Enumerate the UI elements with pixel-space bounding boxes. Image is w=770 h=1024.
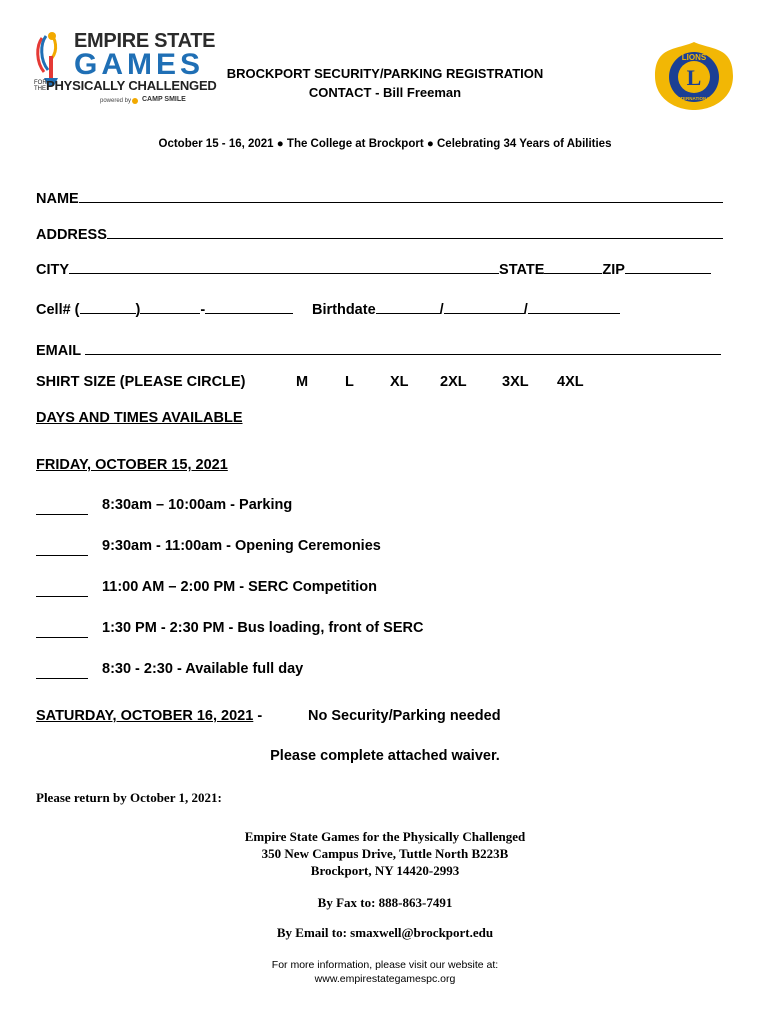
lions-top-text: LIONS [681,53,707,62]
address-field[interactable] [36,224,723,243]
address-label: ADDRESS [36,227,107,243]
slot-1-checkbox[interactable] [36,513,88,515]
slot-2-label: 9:30am - 11:00am - Opening Ceremonies [102,538,381,554]
cell-paren: ) [135,302,141,318]
footer-website[interactable]: www.empirestategamespc.org [314,973,456,985]
address-org: Empire State Games for the Physically Challenged [244,829,526,844]
slot-3-checkbox[interactable] [36,595,88,597]
sun-icon [130,96,140,106]
email-to-line: By Email to: smaxwell@brockport.edu [276,925,494,940]
city-label: CITY [36,262,70,278]
city-state-zip-row [36,259,711,278]
return-by: Please return by October 1, 2021: [36,790,222,805]
esg-logo-sponsor: CAMP SMILE [142,96,186,103]
page-title: BROCKPORT SECURITY/PARKING REGISTRATION [226,66,544,81]
slot-1-label: 8:30am – 10:00am - Parking [102,497,293,513]
cell-number-line[interactable] [205,299,293,314]
slot-3-label: 11:00 AM – 2:00 PM - SERC Competition [102,579,378,595]
cell-area-line[interactable] [80,299,136,314]
email-label: EMAIL [36,343,81,359]
shirt-size-m[interactable]: M [296,374,309,390]
saturday-dash: - [253,708,263,724]
lions-bottom-text: INTERNATIONAL [675,96,713,101]
state-line[interactable] [544,259,602,274]
state-label: STATE [499,262,545,278]
address-street: 350 New Campus Drive, Tuttle North B223B [261,846,509,861]
esg-logo-powered-by: powered by [100,98,132,104]
saturday-note: No Security/Parking needed [308,708,501,724]
name-field[interactable] [36,188,723,207]
shirt-size-label: SHIRT SIZE (PLEASE CIRCLE) [36,374,246,390]
zip-line[interactable] [625,259,711,274]
cell-label: Cell# ( [36,302,80,318]
cell-dash: - [200,302,206,318]
email-line[interactable] [85,340,721,355]
esg-logo-line1: EMPIRE STATE [74,30,216,52]
header [205,64,565,102]
birthdate-slash-1: / [439,302,444,318]
address-city: Brockport, NY 14420-2993 [310,863,460,878]
slot-2-checkbox[interactable] [36,554,88,556]
footer [0,958,770,986]
slot-5-checkbox[interactable] [36,677,88,679]
birthdate-day-line[interactable] [444,299,524,314]
shirt-size-l[interactable]: L [345,374,354,390]
shirt-size-2xl[interactable]: 2XL [440,374,467,390]
slot-4-label: 1:30 PM - 2:30 PM - Bus loading, front of SERC [102,620,424,636]
email-field[interactable] [36,340,721,359]
waiver-note: Please complete attached waiver. [270,748,500,764]
shirt-size-xl[interactable]: XL [390,374,409,390]
availability-heading: DAYS AND TIMES AVAILABLE [36,410,243,426]
birthdate-slash-2: / [523,302,528,318]
esg-logo-games: GAMES [74,48,205,81]
birthdate-year-line[interactable] [528,299,620,314]
shirt-size-4xl[interactable]: 4XL [557,374,584,390]
birthdate-field [312,299,620,318]
contact-line: CONTACT - Bill Freeman [308,85,462,100]
name-label: NAME [36,191,79,207]
zip-label: ZIP [602,262,625,278]
saturday-row [36,708,262,724]
esg-logo-physically-challenged: PHYSICALLY CHALLENGED [46,78,217,93]
birthdate-month-line[interactable] [376,299,440,314]
esg-logo [30,26,217,112]
footer-info: For more information, please visit our website at: [271,959,499,971]
lions-emblem-icon [653,40,735,112]
address-line[interactable] [107,224,723,239]
shirt-size-3xl[interactable]: 3XL [502,374,529,390]
friday-heading: FRIDAY, OCTOBER 15, 2021 [36,457,228,473]
event-line: October 15 - 16, 2021 ● The College at Brockport ● Celebrating 34 Years of Abilities [158,138,612,150]
lions-center-letter: L [686,65,702,90]
slot-4-checkbox[interactable] [36,636,88,638]
name-line[interactable] [79,188,723,203]
cell-prefix-line[interactable] [140,299,200,314]
mailing-address [0,828,770,879]
lions-logo [653,40,735,112]
esg-logo-for-the: FOR THE [34,80,47,92]
saturday-heading: SATURDAY, OCTOBER 16, 2021 [36,708,254,724]
cell-birthdate-row [36,299,293,318]
fax-line: By Fax to: 888-863-7491 [317,895,453,910]
city-line[interactable] [69,259,499,274]
birthdate-label: Birthdate [312,302,376,318]
slot-5-label: 8:30 - 2:30 - Available full day [102,661,304,677]
